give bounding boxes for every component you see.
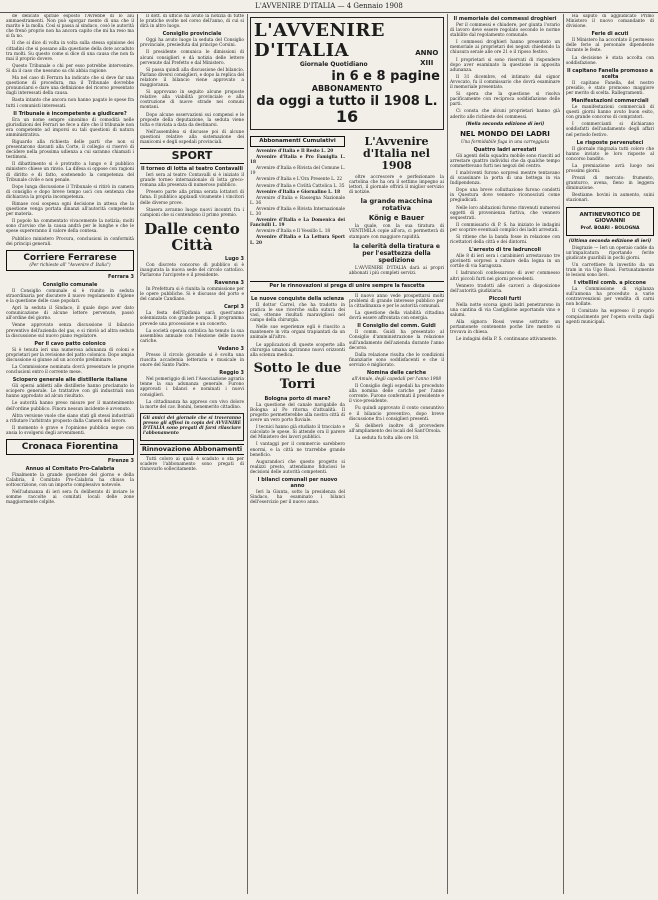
dateline: Carpi 3: [223, 304, 244, 311]
heading: Manifestazioni commerciali: [571, 98, 649, 105]
section-title: Dalle cento Città: [144, 219, 240, 254]
section-subtitle: (Per richieste all' "Avvenire d' Italia"): [29, 262, 111, 268]
dateline: Vedano 3: [217, 345, 244, 352]
section-title: Cronaca Fiorentina: [21, 442, 119, 452]
article-row: [250, 294, 444, 507]
heading: Consiglio comunale: [42, 281, 98, 288]
heading: Le nuove conquiste della scienza: [251, 295, 344, 302]
column-rule: [563, 14, 564, 894]
heading: Annuo al Comitato Pro-Calabria: [25, 466, 115, 472]
heading: Quattro ladri arrestati: [473, 146, 537, 153]
ad-subtitle: Giornale Quotidiano: [299, 61, 368, 68]
section-title: Rinnovazione Abbonamenti: [141, 445, 243, 454]
cumulative-subscriptions: Abbonamenti Cumulativi Avvenire d'Italia e Il Resto L. 20 Avvenire d'Italia e Pro Famiglia L. 18 Avvenire d'Italia e Rivista del Comune L. 19 Avvenire d'Italia e L'Ora Presente L. 22 Avvenire d'Italia e Civiltà Cattolica L. 35 Avvenire d'Italia e Giornalino L. 18 Avvenire d'Italia e Rassegna Nazionale L. 36 Avvenire d'Italia e Rivista Internazionale L. 30 Avvenire d'Italia e La Domenica dei Fanciulli L. 19 Avvenire d'Italia e Il Vessillo L. 18 Avvenire d'Italia e La Lettura Sport L. 20: [250, 138, 345, 246]
heading: Piccoli furti: [488, 295, 522, 302]
article-column: Le nuove conquiste della scienza Il dottor Carrel, che ha tradotto in pratica le sue ricerche sulla sutura dei vasi, ottenne risultati maravigliosi nel campo della chirurgia. Nelle sue esperienze egli è riuscito a mantenere in vita organi trapiantati da un animale all'altro. Le applicazioni di queste scoperte alla chirurgia umana apriranno nuovi orizzonti alla scienza medica. Sotto le due Torri Bologna porto di mare? La questione del canale navigabile da Bologna al Po ritorna d'attualità. Il progetto permetterebbe alla nostra città di avere un vero porto fluviale. I tecnici hanno già studiato il tracciato e calcolato le spese. Si attende ora il parere del Ministero dei lavori pubblici. I vantaggi per il commercio sarebbero enormi, e la città ne trarrebbe grande beneficio. Augurandoci che questo progetto si realizzi presto, attendiamo fiduciosi le decisioni delle autorità competenti. I bilanci comunali per nuovo anno Ieri la Giunta, sotto la presidenza del Sindaco, ha esaminato i bilanci dell'esercizio per il nuovo anno.: [250, 295, 345, 506]
ad-pages: in 6 e 8 pagine: [331, 69, 440, 84]
section-title: NEL MONDO DEI LADRI: [460, 129, 550, 138]
section-subtitle: Una formidabile fuga in una carreggiata: [460, 139, 550, 145]
heading: la grande macchina rotativa: [360, 197, 433, 213]
column-4: Il memoriale dei commessi droghieri Per il commessi e chiudere, per giunta l'orario di lavoro deve essere regolato secondo le norme stabilite dal regolamento comunale. I commessi droghieri hanno presentato un memoriale ai proprietari dei negozi chiedendo la chiusura serale alle ore 21 e il riposo festivo. I proprietari si sono riservati di rispondere dopo aver esaminato la questione in apposita adunanza. Il 31 dicembre, ed intimato dal signor Avvocato, fu il commissario che dovrà esaminare il memoriale presentato. Si spera che la questione si risolva pacificamente con reciproca soddisfazione delle parti. Ci consta che alcuni proprietari hanno già aderito alle richieste dei commessi. (Nella seconda edizione di ieri) NEL MONDO DEI LADRI Una formidabile fuga in una carreggiata Quattro ladri arrestati Gli agenti della squadra mobile sono riusciti ad arrestare quattro individui che da qualche tempo commettevano furti nei negozi del centro. I malviventi furono sorpresi mentre tentavano di scassinare la porta di una bottega in via Indipendenza. Dopo una breve colluttazione furono condotti in Questura dove vennero riconosciuti come pregiudicati. Nelle loro abitazioni furono rinvenuti numerosi oggetti di provenienza furtiva, che vennero sequestrati. Il commissario di P. S. ha iniziato le indagini per scoprire eventuali complici dei ladri arrestati. Si ritiene che la banda fosse in relazione con ricettatori della città e dei dintorni. L'arresto di tre ladruncoli Alle 8 di ieri sera i carabinieri arrestavano tre giovinetti sorpresi a rubare della legna in un cortile di via Saragozza. I ladruncoli confessarono di aver commesso altri piccoli furti nei giorni precedenti. Vennero tradotti alle carceri a disposizione dell'autorità giudiziaria. Piccoli furti Nella notte scorsa ignoti ladri penetrarono in una cantina di via Castiglione asportando vino e salumi. Alla signora Rossi venne sottratto un portamonete contenente poche lire mentre si trovava in chiesa. Le indagini della P. S. continuano attivamente.: [450, 16, 560, 343]
heading: Il capitano Fanella promosso a scelta: [566, 67, 654, 80]
renewal-note: Per le rinnovazioni si prega di unire sempre la fascetta: [250, 281, 444, 292]
heading: Il memoriale dei commessi droghieri: [453, 16, 557, 22]
heading: la celerità della tiratura e per l'esattezza della spedizione: [353, 242, 440, 264]
ad-price: 16: [335, 107, 359, 126]
heading: I vitellini comb. a piccone: [573, 280, 647, 287]
column-rule: [447, 14, 448, 894]
section-banner: [6, 250, 134, 271]
section-subtitle: Bologna porto di mare?: [264, 395, 331, 402]
announcement: L'Avvenire d'Italia nel 1908 oltre accrescere e perfezionare la cartolina che ha ora il settimo impegno ai lettori, il giornale offrirà il miglior servizio di notizie. la grande macchina rotativa König e Bauer la quale, con la sua tiratura di VENTIMILA copie all'ora, ci permetterà di stampare con maggiore rapidità. la celerità della tiratura e per l'esattezza della spedizione L'AVVENIRE D'ITALIA darà ai propri abbonati i più completi servizi.: [349, 135, 444, 276]
column-2: Il dott. di ufficio ha avuto la notizia di tutte le pratiche svolte nel corso dell'anno, di cui si dirà in altro luogo. Consiglio provinciale Oggi ha avuto luogo la seduta del Consiglio provinciale, presieduta dal principe Corsini. Il presidente comunica le dimissioni di alcuni consiglieri e dà notizia delle lettere pervenute dal Prefetto e dal Ministero. Si passa quindi alla discussione del bilancio. Parlano diversi consiglieri, e dopo la replica del relatore il bilancio viene approvato a maggioranza. Si approvano in seguito alcune proposte relative alla viabilità provinciale e alla costruzione di nuove strade nei comuni montani. Dopo alcune osservazioni sui compensi e le proposte della deputazione, la seduta viene tolta e rinviata a data da destinarsi. Nell'assemblea si discusse poi di alcune questioni relative alla sistemazione dei manicomi e degli ospedali provinciali. SPORT Il torneo di lotta al teatro Contavalli Ieri sera al teatro Contavalli si è iniziato il grande torneo internazionale di lotta greco-romana alla presenza di numeroso pubblico. Presero parte alla prima serata lottatori di fama. Il pubblico applaudì vivamente i vincitori delle diverse prove. Stasera avranno luogo nuovi incontri fra i campioni che si contendono il primo premio. Dalle cento Città Lugo 3 Con discreto concorso di pubblico si è inaugurata la nuova sede del circolo cattolico. Parlarono l'arciprete e il presidente. Ravenna 3 In Prefettura si è riunita la commissione per le opere pubbliche. Si è discusso del porto e del canale Candiano. Carpi 3 La festa dell'Epifania sarà quest'anno solennizzata con grande pompa. Il programma prevede una processione e un concerto. La società operaia cattolica ha tenuto la sua assemblea annuale con l'elezione delle nuove cariche. Vedano 3 Presso il circolo giovanile si è svolta una riuscita accademia letteraria e musicale in onore del Santo Padre. Reggio 3 Nel pomeriggio di ieri l'Associazione agraria tenne la sua adunanza generale. Furono approvati i bilanci e nominati i nuovi consiglieri. La cittadinanza ha appreso con vivo dolore la morte del cav. Bonini, benemerito cittadino. Gli amici dei giornale che si troveranno presso gli affissi in copia del AVVENIRE D'ITALIA sono pregati di farsi rilasciare l'abbonamento Rinnovazione Abbonamenti Tutti coloro ai quali è scaduto o sta per scadere l'abbonamento sono pregati di rinnovarlo sollecitamente.: [140, 14, 244, 473]
heading: L'arresto di tre ladruncoli: [468, 247, 542, 254]
heading: Il Tribunale è incompetente a giudicare?: [13, 110, 127, 117]
ad-box: [566, 207, 654, 236]
heading: Ferie di acuti: [591, 31, 629, 38]
subscription-ad: [250, 17, 444, 130]
section-title: Abbonamenti Cumulativi: [250, 136, 345, 147]
article-column: Il nuovo anno vede prospettarsi molti problemi di grande interesse pubblico per la cittadinanza e per le autorità comunali. La questione della viabilità cittadina dovrà essere affrontata con energia. Il Consiglio del comm. Guidi Il comm. Guidi ha presentato al Consiglio d'amministrazione la relazione sull'andamento dell'azienda durante l'anno decorso. Dalla relazione risulta che le condizioni finanziarie sono soddisfacenti e che il servizio è migliorato. Nomina delle cariche all'Amule, degli capedali per l'anno 1908 Il Consiglio degli ospedali ha proceduto alla nomina delle cariche per l'anno corrente. Furono confermati il presidente e il vice-presidente. Fu quindi approvato il conto consuntivo e il bilancio preventivo, dopo breve discussione fra i consiglieri presenti. Si deliberò inoltre di provvedere all'ampliamento dei locali del Sant'Orsola. La seduta fu tolta alle ore 18.: [349, 293, 444, 441]
section-banner: [6, 439, 134, 455]
ad-abbonamento: ABBONAMENTO: [311, 84, 383, 93]
dateline: Ferrara 3: [108, 273, 134, 280]
heading: Sciopero generale alle distillerie italiane: [12, 377, 128, 384]
notice-text: Gli amici dei giornale che si troveranno presso gli affissi in copia del AVVENIRE D'ITALIA sono pregati di farsi rilasciare l'abbonamento: [143, 415, 241, 437]
ad-subtitle: Prof. BOARI - BOLOGNA: [580, 225, 640, 231]
section-subtitle: all'Amule, degli capedali per l'anno 1908: [351, 376, 442, 382]
heading: König e Bauer: [368, 214, 425, 223]
subscription-notice: [140, 413, 244, 441]
heading: Il torneo di lotta al teatro Contavalli: [140, 166, 244, 173]
column-rule: [137, 14, 138, 894]
ad-header: [254, 21, 440, 68]
dateline: Lugo 3: [225, 255, 244, 262]
ad-offer: [254, 94, 440, 126]
heading: Il Consiglio del comm. Guidi: [357, 323, 436, 330]
heading: Per il cavo patto colonico: [34, 340, 106, 347]
section-title: L'Avvenire d'Italia nel 1908: [363, 135, 430, 172]
heading: Le risposte pervenuteci: [576, 139, 644, 146]
ad-title: ANTINEVROTICO DE GIOVANNI: [579, 211, 641, 224]
dateline: Ravenna 3: [214, 280, 244, 287]
heading: Consiglio provinciale: [162, 31, 222, 38]
ad-year: ANNO XIII: [415, 49, 439, 67]
column-1: de delicato spirale esposto l'Avrebbe di lo alu ammaestramenti. Non può sgorgar mente di una che il marito è la molla. Così si passa al sindaco, cosò le autorità che frenò proprio non ha ancora capito che mi ha reso ma si fa no. Il che si dice di volta in volta sulla stessa opinione dei cittadini che si possano alla questione della dote accaduto tra molti. Su questo come si dice di una causa che non fa mai il proprio dovere. Questo Tribunale o chi per esso potrebbe intervenire. Si da il caso che nessuno sa chi abbia ragione. Ma nel caso di Ferrara ha indicato che si deve far una questione di procedura, ma il Tribunale dovrebbe pronunciarsi e dare una definizione del ricorso presentato dagli interessati della causa. Basta intanto che ancora non hanno pagato le spese fra tutti i comunisti interessati. Il Tribunale è incompetente a giudicare? Era un nome sempre sinonimo di comodità nelle giurisdizioni dei Ferrari ne fece a dire che il tribunale non era competente ad imporsi su tali questioni di natura amministrativa. Riguardo alla richiesta delle parti che non si presentarono davanti alla Corte, il collegio si riservò di decidere nella prossima udienza a cui saranno chiamati i testimoni. Il dibattimento si è protratto a lungo e il pubblico ministero chiese un rinvio. La difesa si oppose con ragioni di diritto e di fatto, sostenendo la competenza del Tribunale civile e non penale. Dopo lunga discussione il Tribunale si ritirò in camera di consiglio e dopo breve tempo uscì con sentenza che dichiarava la propria incompetenza. Rimase cosi sospesa ogni decisione in attesa che la questione venga portata dinanzi all'autorità competente per materia. Il popolo ha commentato vivacemente la notizia; molti sono d'avviso che la causa andrà per le lunghe e che le spese supereranno il valore della contesa. Pubblico ministero Procura, conclusioni in conformità dei principi generali. Corriere Ferrarese (Per richieste all' "Avvenire d' Italia") Ferrara 3 Consiglio comunale Il Consiglio comunale si è riunito in seduta straordinaria per discutere il nuovo regolamento d'igiene e la questione delle case popolari. Aprì la seduta il Sindaco, il quale dopo aver dato comunicazione di alcune lettere pervenute, passò all'ordine del giorno. Venne approvato senza discussione il bilancio preventivo dell'azienda del gas, e si rinviò ad altra seduta la discussione sul nuovo piano regolatore. Per il cavo patto colonico Si è tenuta ieri una numerosa adunanza di coloni e proprietari per la revisione del patto colonico. Dopo ampia discussione si giunse ad un accordo preliminare. La Commissione nominata dovrà presentare le proprie conclusioni entro il corrente mese. Sciopero generale alle distillerie italiane Gli operai addetti alle distillerie hanno proclamato lo sciopero generale. Le trattative con gli industriali non hanno approdato ad alcun risultato. Le autorità hanno preso misure per il mantenimento dell'ordine pubblico. Finora nessun incidente è avvenuto. Altra versione vuole che siano stati gli stessi industriali a rifiutare l'arbitrato proposto dalla Camera del lavoro. Il momento è grave e l'opinione pubblica segue con ansia lo svolgersi degli avvenimenti. Cronaca Fiorentina Firenze 3 Annuo al Comitato Pro-Calabria Finalmente la grande questione del giorno e della Calabria, il Comitato Pro-Calabria ha chiuso la sottoscrizione, con un importo complessivo notevole. Nell'adunanza di ieri sera fu deliberato di inviare le somme raccolte ai comitati locali delle zone maggiormente colpite.: [6, 14, 134, 506]
section-title: SPORT: [140, 148, 244, 164]
heading: I bilanci comunali per nuovo anno: [257, 477, 338, 489]
column-3: [250, 14, 444, 894]
heading: Nomina delle cariche: [366, 369, 427, 376]
ad-title: L'AVVENIRE D'ITALIA: [254, 20, 386, 61]
section-title: Corriere Ferrarese: [23, 252, 117, 263]
masthead: L'AVVENIRE D'ITALIA — 4 Gennaio 1908: [0, 0, 658, 13]
dateline: Reggio 3: [219, 370, 244, 377]
edition-note: (Ultima seconda edizione di ieri): [568, 238, 652, 244]
ad-row: [250, 133, 444, 278]
ad-offer-text: da oggi a tutto il 1908 L.: [256, 94, 438, 109]
dateline: Firenze 3: [107, 458, 134, 464]
column-5: Ha saputo di aggiudicato Primo Ministero il nuovo comandante di divisione. Ferie di acuti Il Ministero ha accordato il permesso delle ferie al personale dipendente durante le feste. La decisione è stata accolta con soddisfazione. Il capitano Fanella promosso a scelta Il capitano Fanella, del nostro presidio, è stato promosso maggiore per merito di scelta. Rallegramenti. Manifestazioni commerciali Le manifestazioni commerciali di questi giorni hanno avuto buon esito, con grande concorso di compratori. I commercianti si dichiarano soddisfatti dell'andamento degli affari nel periodo festivo. Le risposte pervenuteci Il giornale ringrazia tutti coloro che hanno inviato le loro risposte al concorso bandito. La premiazione avrà luogo nei prossimi giorni. Prezzi di mercato: frumento, granturco, avena, fieno in leggera diminuzione. Bestiame: bovini in aumento, suini stazionari. ANTINEVROTICO DE GIOVANNI Prof. BOARI - BOLOGNA (Ultima seconda edizione di ieri) Disgrazie — Ieri un operaio cadde da un'impalcatura riportando ferite giudicate guaribili in pochi giorni. Un carrettiere fu investito da un tram in via Ugo Bassi. Fortunatamente le lesioni sono lievi. I vitellini comb. a piccone La Commissione di vigilanza sull'annona ha proceduto a varie contravvenzioni per vendita di carni non bollate. Il Comitato ha espresso il proprio compiacimento per l'opera svolta dagli agenti municipali.: [566, 14, 654, 325]
column-rule: [247, 14, 248, 894]
section-title: Sotto le due Torri: [253, 360, 342, 392]
edition-note: (Nella seconda edizione di ieri): [465, 121, 545, 127]
